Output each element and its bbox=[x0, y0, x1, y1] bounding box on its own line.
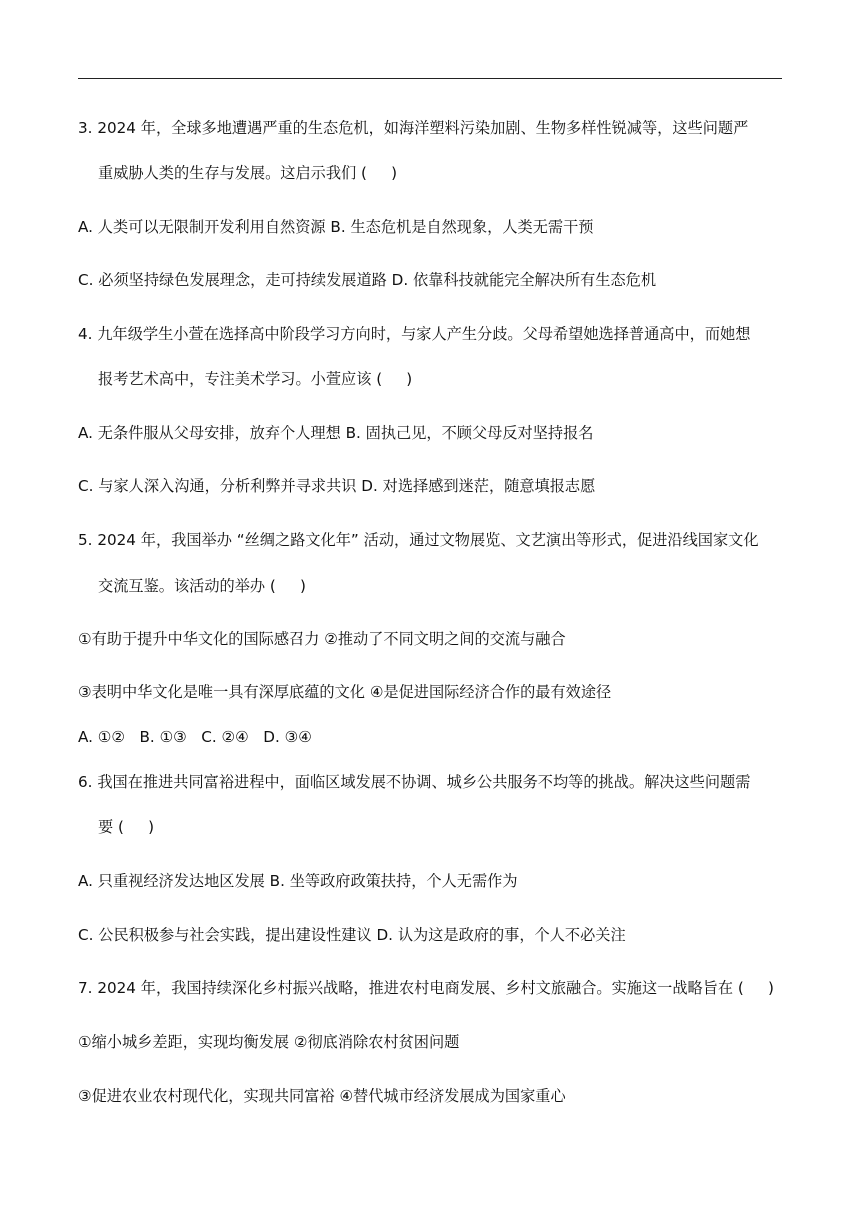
question-5-choices: A. ①② B. ①③ C. ②④ D. ③④ bbox=[78, 728, 312, 746]
question-3-stem-line-2: 重威胁人类的生存与发展。这启示我们 ( ) bbox=[98, 164, 398, 182]
question-3-stem-line-1: 3. 2024 年，全球多地遭遇严重的生态危机，如海洋塑料污染加剧、生物多样性锐减等，这些问题严 bbox=[78, 119, 749, 137]
question-5-statements-3-4: ③表明中华文化是唯一具有深厚底蕴的文化 ④是促进国际经济合作的最有效途径 bbox=[78, 683, 612, 701]
question-6-stem-line-2: 要 ( ) bbox=[98, 818, 155, 836]
question-4-stem-line-2: 报考艺术高中，专注美术学习。小萱应该 ( ) bbox=[98, 370, 413, 388]
question-4-options-cd: C. 与家人深入沟通，分析利弊并寻求共识 D. 对选择感到迷茫，随意填报志愿 bbox=[78, 477, 596, 495]
question-7-statements-3-4: ③促进农业农村现代化，实现共同富裕 ④替代城市经济发展成为国家重心 bbox=[78, 1087, 566, 1105]
question-5-statements-1-2: ①有助于提升中华文化的国际感召力 ②推动了不同文明之间的交流与融合 bbox=[78, 630, 566, 648]
question-4-options-ab: A. 无条件服从父母安排，放弃个人理想 B. 固执己见，不顾父母反对坚持报名 bbox=[78, 424, 594, 442]
question-6-options-cd: C. 公民积极参与社会实践，提出建设性建议 D. 认为这是政府的事，个人不必关注 bbox=[78, 926, 626, 944]
question-3-options-ab: A. 人类可以无限制开发利用自然资源 B. 生态危机是自然现象，人类无需干预 bbox=[78, 218, 594, 236]
question-6-options-ab: A. 只重视经济发达地区发展 B. 坐等政府政策扶持，个人无需作为 bbox=[78, 872, 518, 890]
question-4-stem-line-1: 4. 九年级学生小萱在选择高中阶段学习方向时，与家人产生分歧。父母希望她选择普通高中，而她想 bbox=[78, 325, 751, 343]
question-7-statements-1-2: ①缩小城乡差距，实现均衡发展 ②彻底消除农村贫困问题 bbox=[78, 1033, 460, 1051]
question-6-stem-line-1: 6. 我国在推进共同富裕进程中，面临区域发展不协调、城乡公共服务不均等的挑战。解决这些问题需 bbox=[78, 773, 751, 791]
question-7-stem-line-1: 7. 2024 年，我国持续深化乡村振兴战略，推进农村电商发展、乡村文旅融合。实施这一战略旨在 ( ) bbox=[78, 979, 774, 997]
question-3-options-cd: C. 必须坚持绿色发展理念，走可持续发展道路 D. 依靠科技就能完全解决所有生态危机 bbox=[78, 271, 657, 289]
question-5-stem-line-2: 交流互鉴。该活动的举办 ( ) bbox=[98, 577, 306, 595]
header-rule bbox=[78, 78, 782, 79]
question-5-stem-line-1: 5. 2024 年，我国举办 “丝绸之路文化年” 活动，通过文物展览、文艺演出等形式，促进沿线国家文化 bbox=[78, 531, 759, 549]
